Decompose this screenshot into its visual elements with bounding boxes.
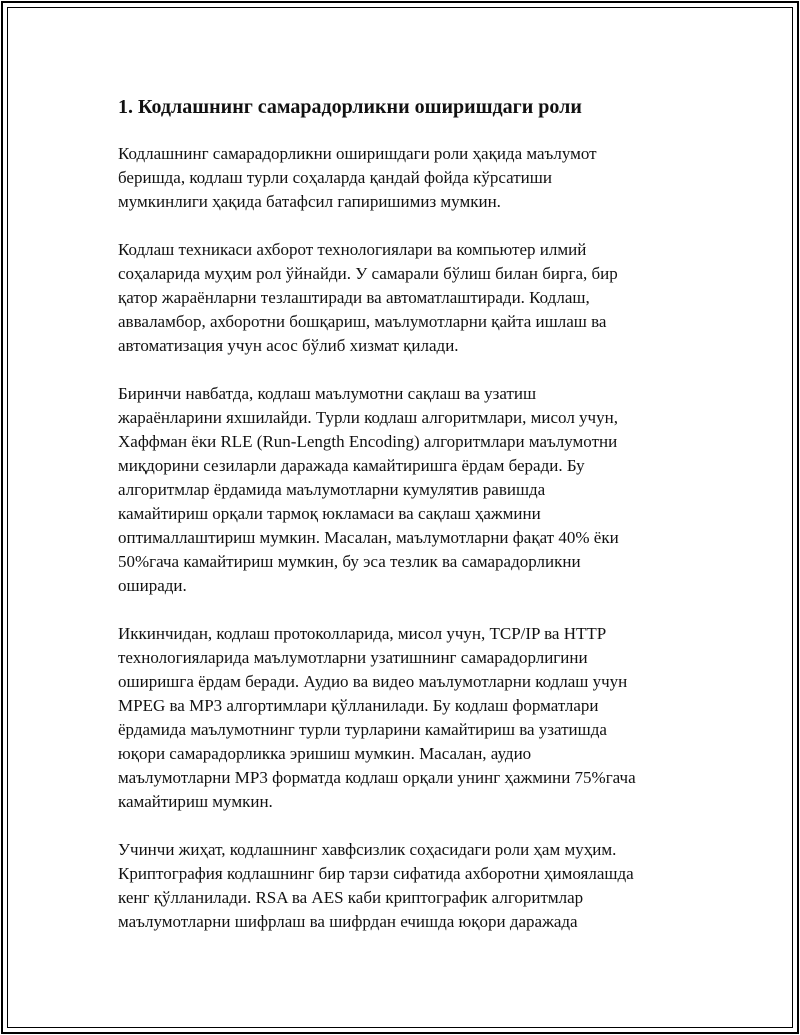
paragraph-line: технологияларида маълумотларни узатишнинг самарадорлигини bbox=[118, 648, 588, 667]
paragraph-line: миқдорини сезиларли даражада камайтиришга ёрдам беради. Бу bbox=[118, 456, 585, 475]
paragraph-line: алгоритмлар ёрдамида маълумотларни кумулятив равишда bbox=[118, 480, 546, 499]
paragraph-line: мумкинлиги ҳақида батафсил гапиришимиз мумкин. bbox=[118, 192, 501, 211]
paragraph-line: авваламбор, ахборотни бошқариш, маълумотларни қайта ишлаш ва bbox=[118, 312, 607, 331]
paragraph-line: юқори самарадорликка эришиш мумкин. Масалан, аудио bbox=[118, 744, 532, 763]
security-paragraph bbox=[118, 838, 684, 934]
paragraph-line: Кодлашнинг самарадорликни оширишдаги роли ҳақида маълумот bbox=[118, 144, 597, 163]
paragraph-line: Учинчи жиҳат, кодлашнинг хавфсизлик соҳасидаги роли ҳам муҳим. bbox=[118, 840, 617, 859]
paragraph-line: қатор жараёнларни тезлаштиради ва автоматлаштиради. Кодлаш, bbox=[118, 288, 590, 307]
paragraph-line: ёрдамида маълумотнинг турли турларини камайтириш ва узатишда bbox=[118, 720, 607, 739]
paragraph-line: автоматизация учун асос бўлиб хизмат қилади. bbox=[118, 336, 459, 355]
paragraph-line: оширади. bbox=[118, 576, 187, 595]
paragraph-line: MPEG ва MP3 алгортимлари қўлланилади. Бу кодлаш форматлари bbox=[118, 696, 599, 715]
intro-paragraph bbox=[118, 142, 684, 214]
paragraph-line: камайтириш мумкин. bbox=[118, 792, 273, 811]
paragraph-line: Криптография кодлашнинг бир тарзи сифатида ахборотни ҳимоялашда bbox=[118, 864, 634, 883]
paragraph-line: кенг қўлланилади. RSA ва AES каби криптографик алгоритмлар bbox=[118, 888, 584, 907]
paragraph-line: оптималлаштириш мумкин. Масалан, маълумотларни фақат 40% ёки bbox=[118, 528, 619, 547]
paragraph-line: соҳаларида муҳим рол ўйнайди. У самарали бўлиш билан бирга, бир bbox=[118, 264, 618, 283]
storage-transfer-paragraph bbox=[118, 382, 684, 598]
paragraph-line: жараёнларини яхшилайди. Турли кодлаш алгоритмлари, мисол учун, bbox=[118, 408, 618, 427]
document-content bbox=[118, 90, 684, 958]
document-title: 1. Кодлашнинг самарадорликни оширишдаги роли bbox=[118, 96, 582, 118]
paragraph-line: камайтириш орқали тармоқ юкламаси ва сақлаш ҳажмини bbox=[118, 504, 541, 523]
paragraph-line: Иккинчидан, кодлаш протоколларида, мисол учун, TCP/IP ва HTTP bbox=[118, 624, 607, 643]
paragraph-line: Хаффман ёки RLE (Run-Length Encoding) алгоритмлари маълумотни bbox=[118, 432, 618, 451]
technology-paragraph bbox=[118, 238, 684, 358]
paragraph-line: 50%гача камайтириш мумкин, бу эса тезлик ва самарадорликни bbox=[118, 552, 581, 571]
protocols-paragraph bbox=[118, 622, 684, 814]
paragraph-line: Биринчи навбатда, кодлаш маълумотни сақлаш ва узатиш bbox=[118, 384, 537, 403]
paragraph-line: оширишга ёрдам беради. Аудио ва видео маълумотларни кодлаш учун bbox=[118, 672, 628, 691]
paragraph-line: маълумотларни MP3 форматда кодлаш орқали унинг ҳажмини 75%гача bbox=[118, 768, 636, 787]
paragraph-line: беришда, кодлаш турли соҳаларда қандай фойда кўрсатиши bbox=[118, 168, 552, 187]
paragraph-line: Кодлаш техникаси ахборот технологиялари ва компьютер илмий bbox=[118, 240, 587, 259]
paragraph-line: маълумотларни шифрлаш ва шифрдан ечишда юқори даражада bbox=[118, 912, 578, 931]
